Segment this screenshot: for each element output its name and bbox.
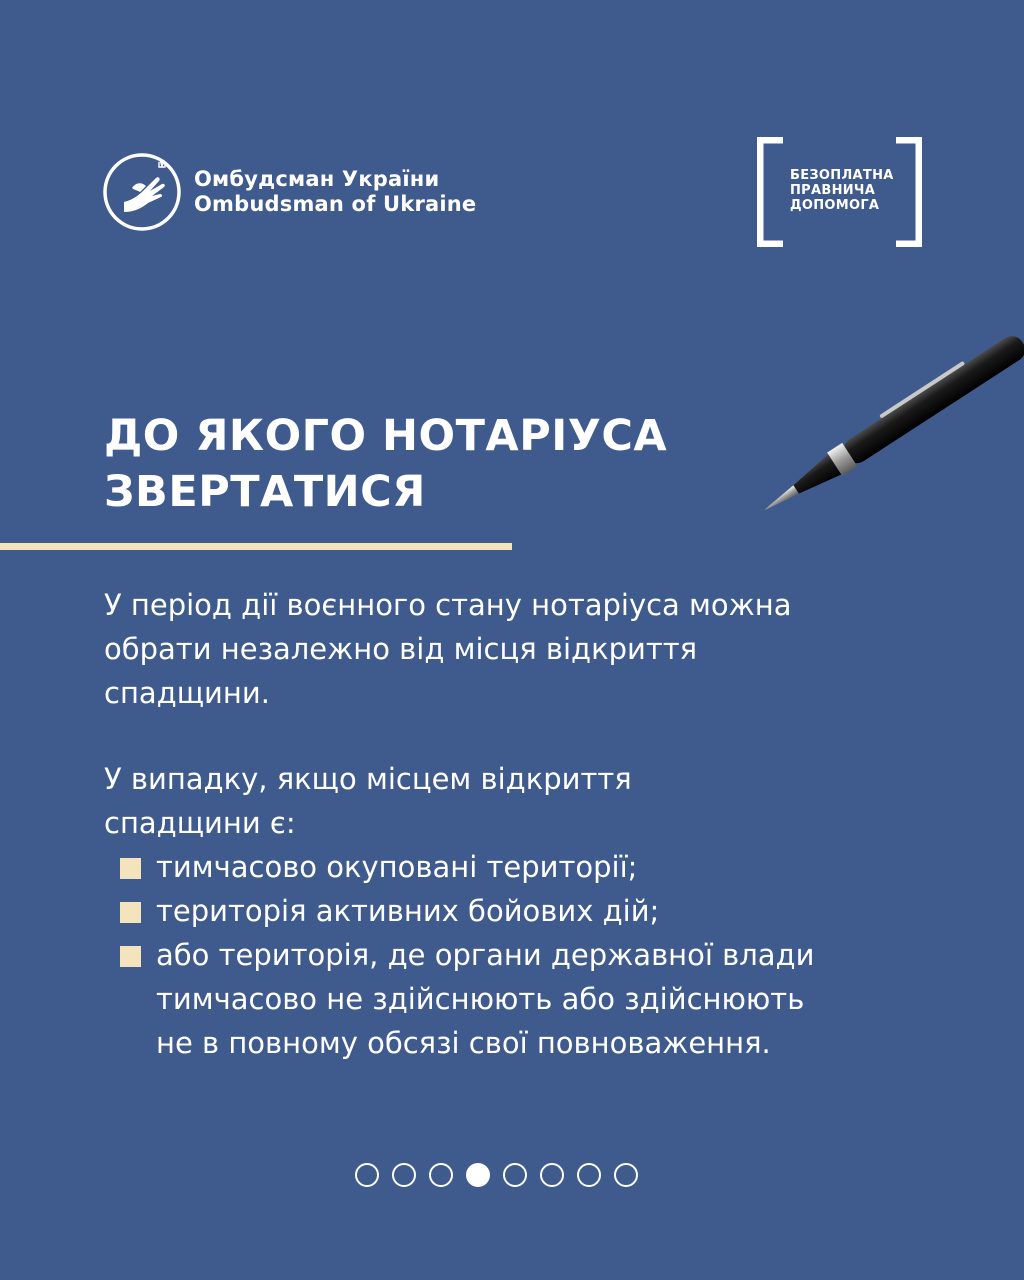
list-item: [120, 933, 814, 1065]
pager-dot[interactable]: [429, 1163, 453, 1187]
bullet-square-icon: [120, 858, 141, 879]
list-item-text: або територія, де органи державної влади: [156, 938, 815, 972]
list-item-text: тимчасово не здійснюють або здійснюють: [156, 982, 805, 1016]
ombudsman-logo: [102, 152, 476, 232]
title-line: ЗВЕРТАТИСЯ: [104, 467, 426, 517]
bullet-square-icon: [120, 902, 141, 923]
title-underline: [0, 543, 512, 550]
legal-aid-line: ПРАВНИЧА: [790, 183, 876, 198]
list-item: [120, 845, 814, 889]
ombudsman-name-en: Ombudsman of Ukraine: [194, 192, 477, 216]
pager-dot[interactable]: [355, 1163, 379, 1187]
pager-dot[interactable]: [392, 1163, 416, 1187]
pager-dot[interactable]: [540, 1163, 564, 1187]
title-line: ДО ЯКОГО НОТАРІУСА: [104, 411, 668, 461]
ombudsman-name-uk: Омбудсман України: [194, 167, 440, 191]
pen-image: [740, 330, 1024, 540]
carousel-pager: [355, 1163, 638, 1187]
list-item-text: територія активних бойових дій;: [156, 894, 660, 928]
page-title: [104, 408, 667, 520]
paragraph-line: У випадку, якщо місцем відкриття: [104, 762, 632, 796]
list-item: [120, 889, 814, 933]
list-item-text: тимчасово окуповані території;: [156, 850, 638, 884]
paragraph-line: спадщини є:: [104, 806, 296, 840]
hand-with-dove-icon: [102, 152, 182, 232]
pager-dot[interactable]: [614, 1163, 638, 1187]
bullet-list: [120, 845, 814, 1065]
list-item-text: не в повному обсязі свої повноваження.: [156, 1026, 771, 1060]
condition-paragraph: [104, 757, 632, 845]
legal-aid-logo-text: [790, 168, 894, 213]
paragraph-line: У період дії воєнного стану нотаріуса можна: [104, 588, 792, 622]
pager-dot[interactable]: [466, 1163, 490, 1187]
pager-dot[interactable]: [577, 1163, 601, 1187]
bullet-square-icon: [120, 946, 141, 967]
intro-paragraph: [104, 583, 792, 715]
paragraph-line: обрати незалежно від місця відкриття: [104, 632, 698, 666]
legal-aid-line: ДОПОМОГА: [790, 198, 880, 213]
paragraph-line: спадщини.: [104, 676, 270, 710]
legal-aid-line: БЕЗОПЛАТНА: [790, 168, 894, 183]
pager-dot[interactable]: [503, 1163, 527, 1187]
